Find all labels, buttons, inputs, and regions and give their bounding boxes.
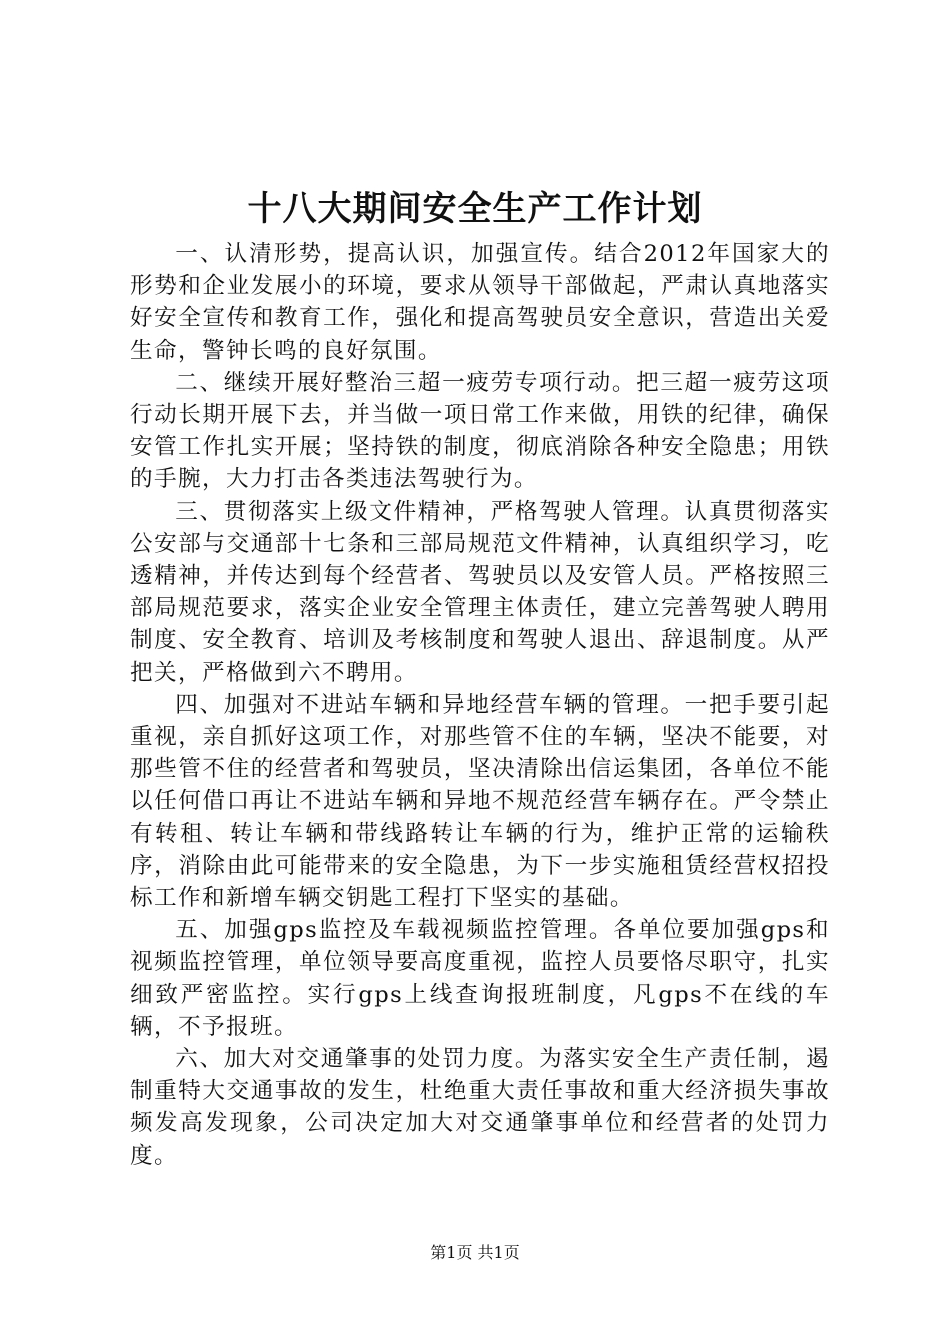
document-title: 十八大期间安全生产工作计划 <box>247 189 703 229</box>
document-body <box>130 238 830 1172</box>
paragraph-2: 二、继续开展好整治三超一疲劳专项行动。把三超一疲劳这项行动长期开展下去，并当做一项日常工作来做，用铁的纪律，确保安管工作扎实开展；坚持铁的制度，彻底消除各种安全隐患；用铁的手腕，大力打击各类违法驾驶行为。 <box>130 369 830 493</box>
paragraph-4: 四、加强对不进站车辆和异地经营车辆的管理。一把手要引起重视，亲自抓好这项工作，对那些管不住的车辆，坚决不能要，对那些管不住的经营者和驾驶员，坚决清除出信运集团，各单位不能以任何借口再让不进站车辆和异地不规范经营车辆存在。严令禁止有转租、转让车辆和带线路转让车辆的行为，维护正常的运输秩序，消除由此可能带来的安全隐患，为下一步实施租赁经营权招投标工作和新增车辆交钥匙工程打下坚实的基础。 <box>130 691 830 912</box>
paragraph-5: 五、加强gps监控及车载视频监控管理。各单位要加强gps和视频监控管理，单位领导要高度重视，监控人员要恪尽职守，扎实细致严密监控。实行gps上线查询报班制度，凡gps不在线的车辆，不予报班。 <box>130 917 830 1040</box>
page-number-footer: 第1页 共1页 <box>430 1243 520 1262</box>
paragraph-1: 一、认清形势，提高认识，加强宣传。结合2012年国家大的形势和企业发展小的环境，要求从领导干部做起，严肃认真地落实好安全宣传和教育工作，强化和提高驾驶员安全意识，营造出关爱生命，警钟长鸣的良好氛围。 <box>130 241 830 364</box>
paragraph-6: 六、加大对交通肇事的处罚力度。为落实安全生产责任制，遏制重特大交通事故的发生，杜绝重大责任事故和重大经济损失事故频发高发现象，公司决定加大对交通肇事单位和经营者的处罚力度。 <box>130 1046 830 1169</box>
paragraph-3: 三、贯彻落实上级文件精神，严格驾驶人管理。认真贯彻落实公安部与交通部十七条和三部局规范文件精神，认真组织学习，吃透精神，并传达到每个经营者、驾驶员以及安管人员。严格按照三部局规范要求，落实企业安全管理主体责任，建立完善驾驶人聘用制度、安全教育、培训及考核制度和驾驶人退出、辞退制度。从严把关，严格做到六不聘用。 <box>130 498 830 686</box>
